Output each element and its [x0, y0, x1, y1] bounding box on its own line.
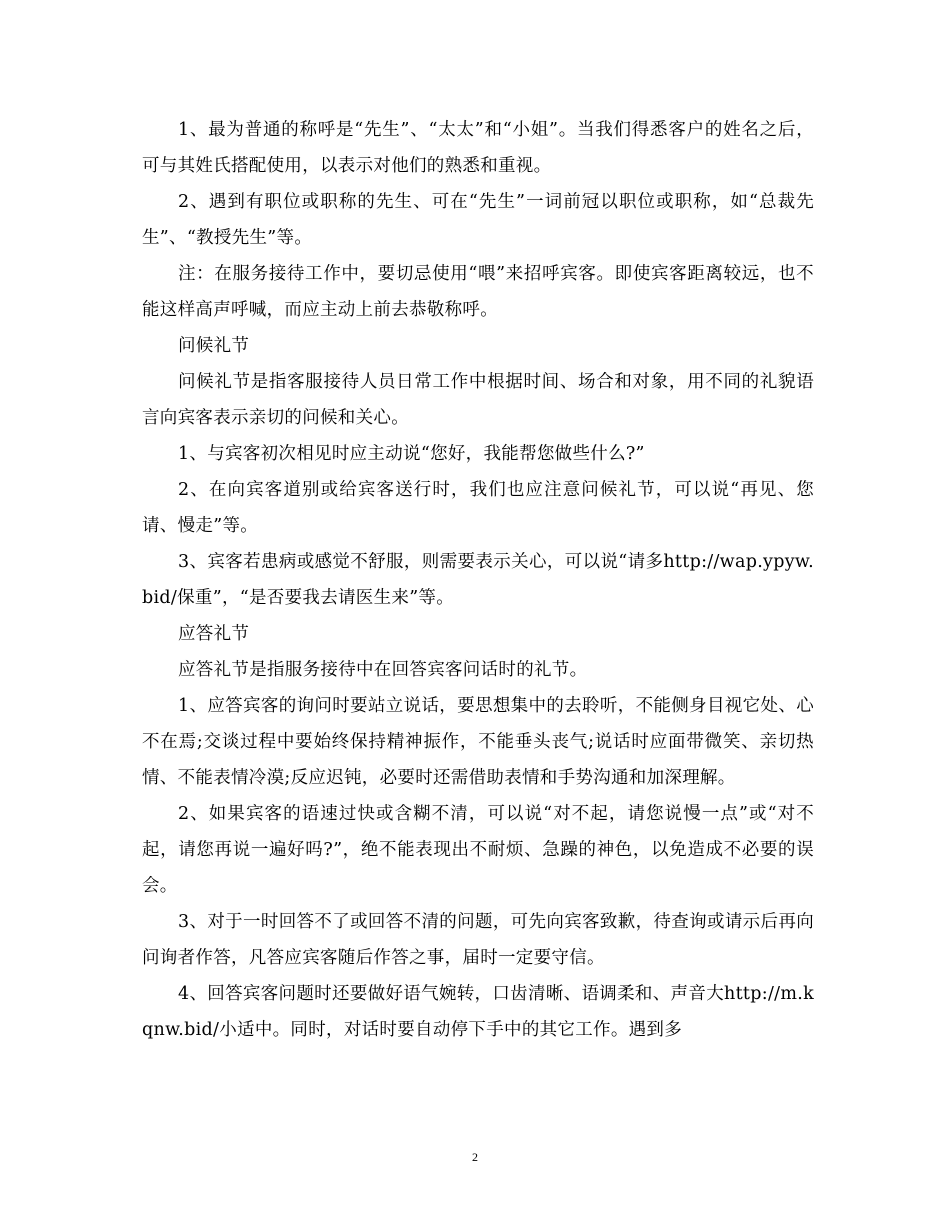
paragraph-response-1: 1、应答宾客的询问时要站立说话，要思想集中的去聆听，不能侧身目视它处、心不在焉;交谈过程中要始终保持精神振作，不能垂头丧气;说话时应面带微笑、亲切热情、不能表情冷漠;反应迟钝，必要时还需借助表情和手势沟通和加深理解。: [142, 696, 814, 788]
paragraph-note: 注：在服务接待工作中，要切忌使用“喂”来招呼宾客。即使宾客距离较远，也不能这样高声呼喊，而应主动上前去恭敬称呼。: [142, 264, 814, 320]
paragraph-greeting-intro: 问候礼节是指客服接待人员日常工作中根据时间、场合和对象，用不同的礼貌语言向宾客表示亲切的问候和关心。: [142, 372, 814, 428]
paragraph-greeting-2: 2、在向宾客道别或给宾客送行时，我们也应注意问候礼节，可以说“再见、您请、慢走”等。: [142, 480, 814, 536]
section-heading-greeting: 问候礼节: [178, 336, 250, 356]
paragraph-response-intro: 应答礼节是指服务接待中在回答宾客问话时的礼节。: [178, 660, 588, 680]
paragraph-forms-of-address-2: 2、遇到有职位或职称的先生、可在“先生”一词前冠以职位或职称，如“总裁先生”、“教授先生”等。: [142, 192, 814, 248]
paragraph-response-2: 2、如果宾客的语速过快或含糊不清，可以说“对不起，请您说慢一点”或“对不起，请您再说一遍好吗?”，绝不能表现出不耐烦、急躁的神色，以免造成不必要的误会。: [142, 804, 814, 896]
document-body: [142, 112, 814, 1048]
page-number: 2: [472, 1150, 478, 1164]
paragraph-response-4: 4、回答宾客问题时还要做好语气婉转，口齿清晰、语调柔和、声音大http://m.kqnw.bid/小适中。同时，对话时要自动停下手中的其它工作。遇到多: [142, 984, 814, 1040]
paragraph-greeting-1: 1、与宾客初次相见时应主动说“您好，我能帮您做些什么?”: [178, 444, 645, 464]
section-heading-response: 应答礼节: [178, 624, 250, 644]
paragraph-response-3: 3、对于一时回答不了或回答不清的问题，可先向宾客致歉，待查询或请示后再向问询者作答，凡答应宾客随后作答之事，届时一定要守信。: [142, 912, 814, 968]
paragraph-greeting-3: 3、宾客若患病或感觉不舒服，则需要表示关心，可以说“请多http://wap.ypyw.bid/保重”，“是否要我去请医生来”等。: [142, 552, 814, 608]
paragraph-forms-of-address-1: 1、最为普通的称呼是“先生”、“太太”和“小姐”。当我们得悉客户的姓名之后，可与其姓氏搭配使用，以表示对他们的熟悉和重视。: [142, 120, 814, 176]
